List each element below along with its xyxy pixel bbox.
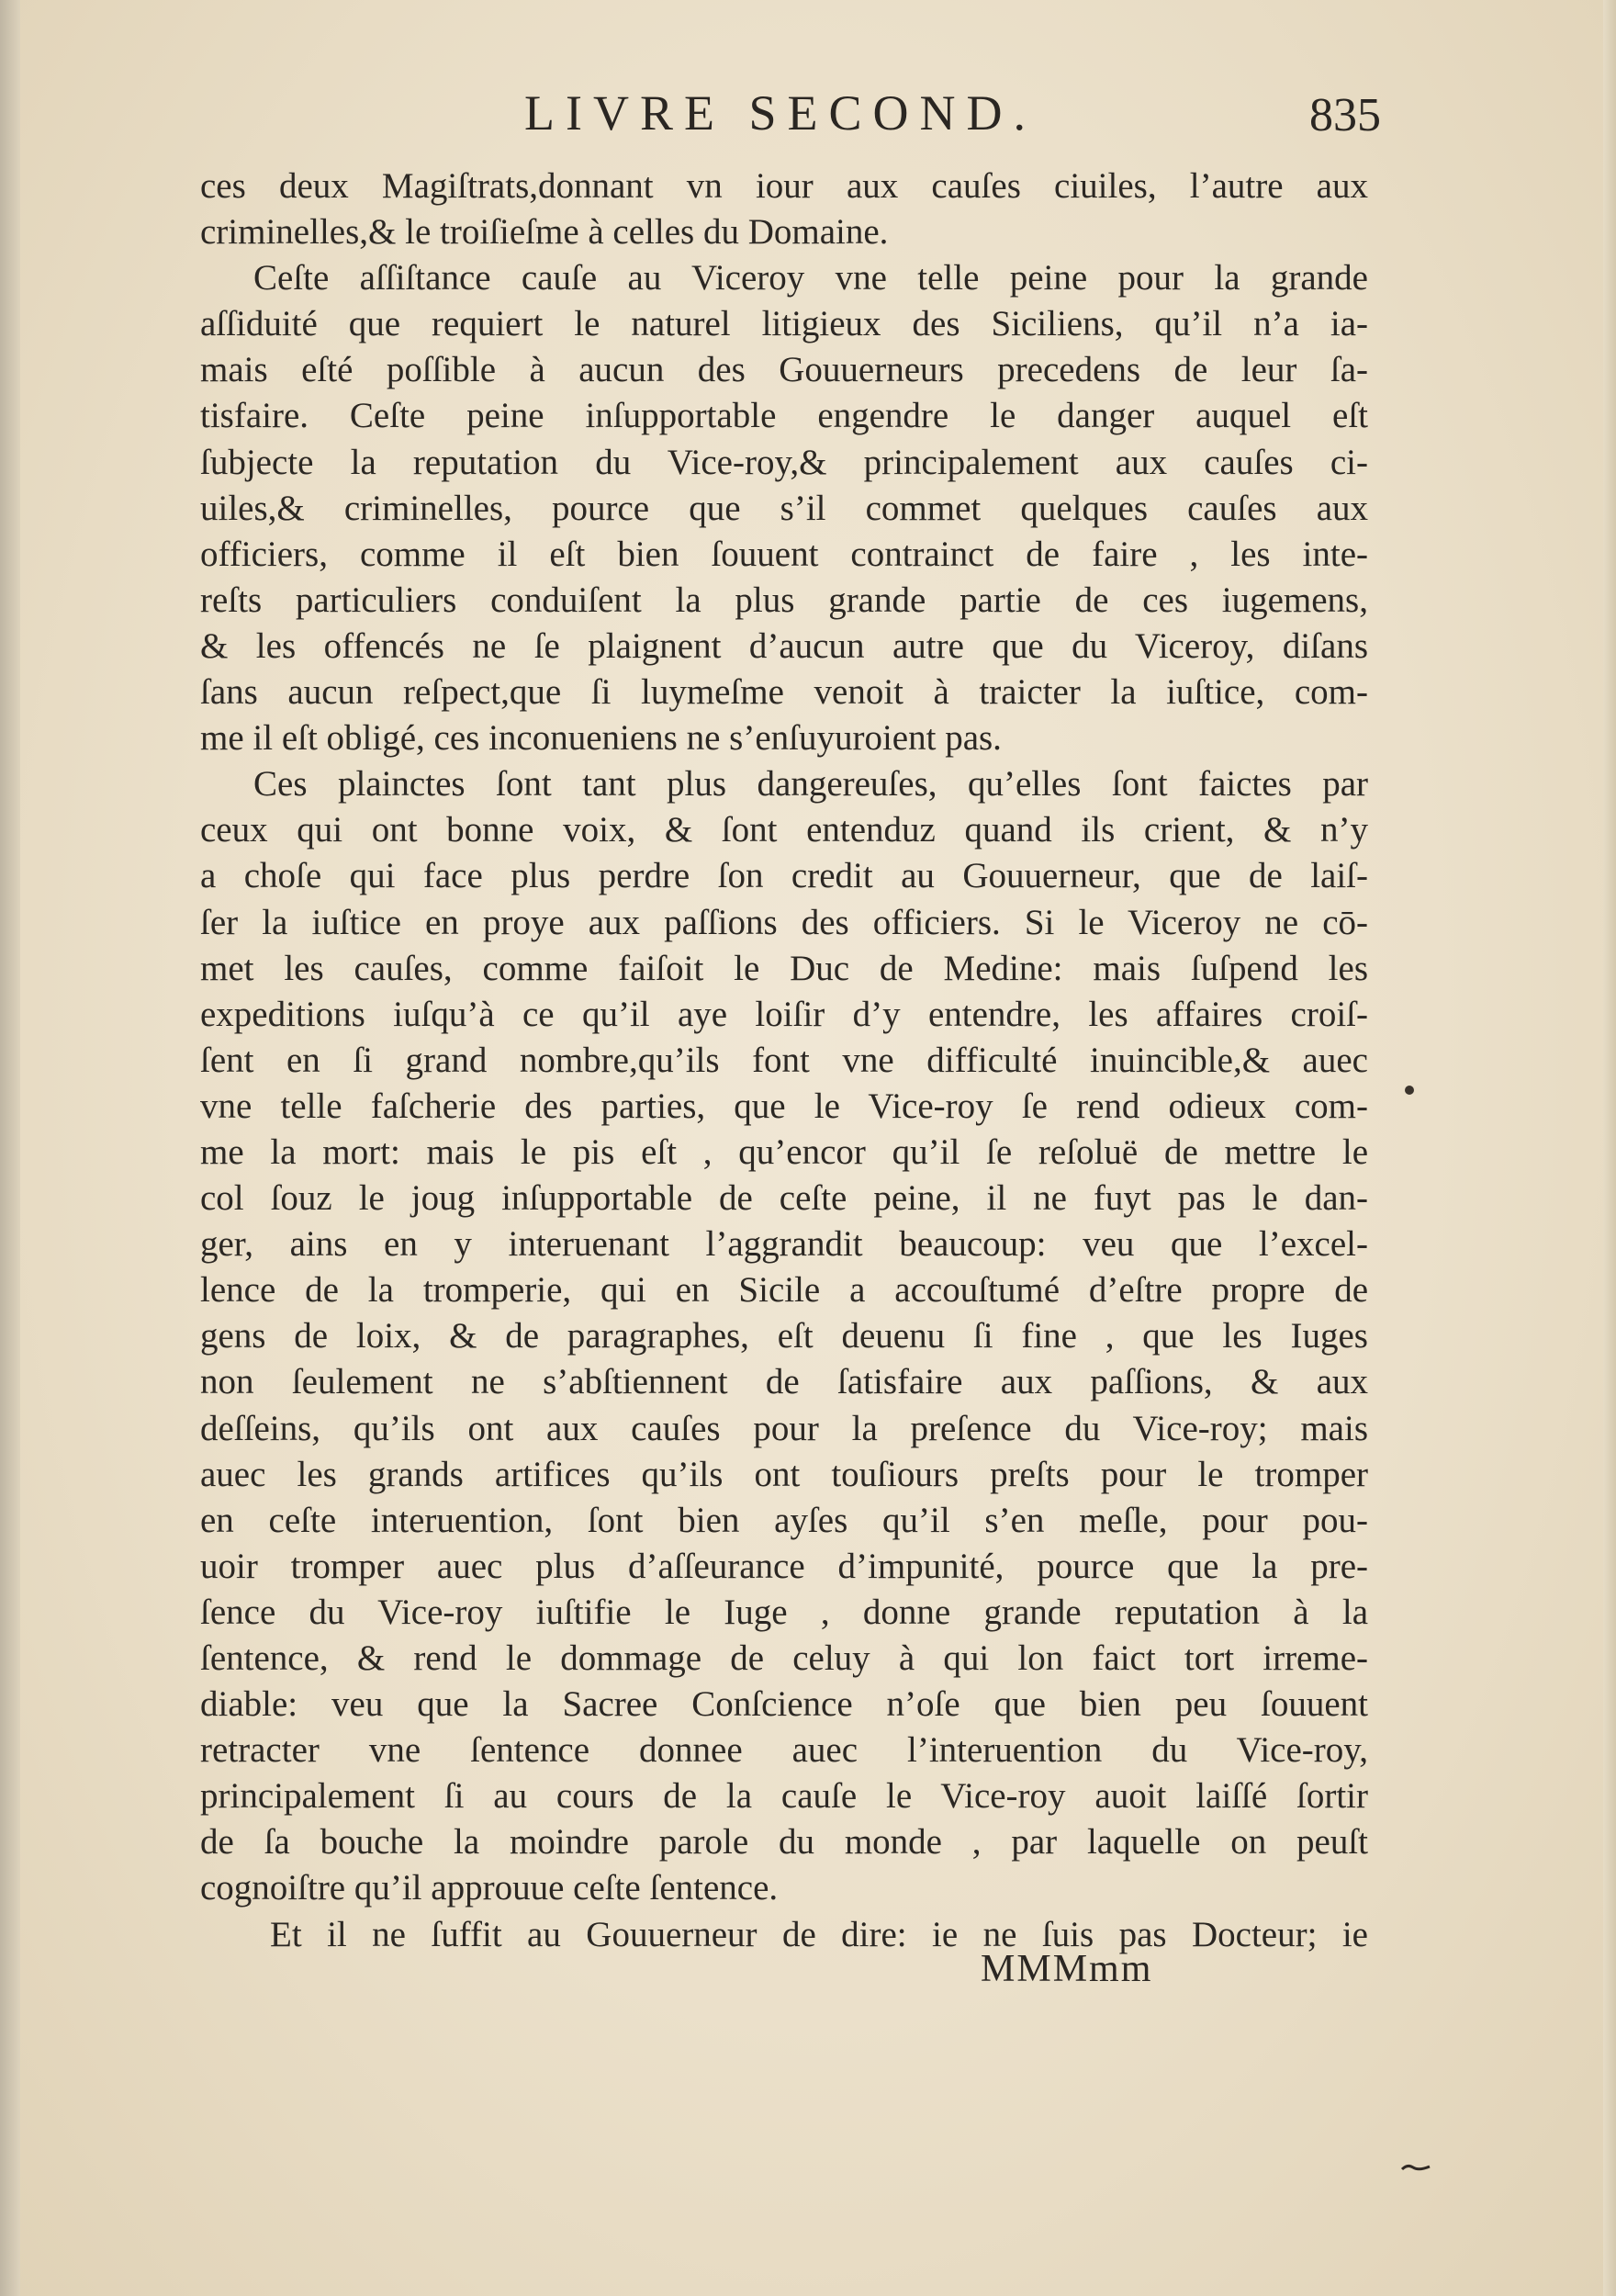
text-line: ſer la iuſtice en proye aux paſſions des officiers. Si le Viceroy ne cō- [200, 902, 1368, 942]
text-line: me il eſt obligé, ces inconueniens ne s’enſuyuroient pas. [200, 718, 1002, 759]
page-gutter-shadow [0, 0, 20, 2296]
text-line: mais eſté poſſible à aucun des Gouuerneurs precedens de leur ſa- [200, 350, 1368, 390]
ink-speck [1405, 1086, 1414, 1095]
running-head: LIVRE SECOND. [524, 85, 1037, 141]
text-line: gens de loix, & de paragraphes, eſt deuenu ſi fine , que les Iuges [200, 1316, 1368, 1356]
text-line: Et il ne ſuffit au Gouuerneur de dire: ie ne ſuis pas Docteur; ie [270, 1914, 1368, 1954]
text-line: ſans aucun reſpect,que ſi luymeſme venoit à traicter la iuſtice, com- [200, 672, 1368, 713]
text-line: retracter vne ſentence donnee auec l’interuention du Vice-roy, [200, 1730, 1368, 1771]
text-line: a choſe qui face plus perdre ſon credit au Gouuerneur, que de laiſ- [200, 856, 1368, 896]
text-line: uoir tromper auec plus d’aſſeurance d’impunité, pource que la pre- [200, 1546, 1368, 1586]
text-line: expeditions iuſqu’à ce qu’il aye loiſir d’y entendre, les affaires croiſ- [200, 994, 1368, 1034]
text-line: criminelles,& le troiſieſme à celles du Domaine. [200, 212, 889, 253]
text-line: non ſeulement ne s’abſtiennent de ſatisfaire aux paſſions, & aux [200, 1362, 1368, 1402]
text-line: principalement ſi au cours de la cauſe le Vice-roy auoit laiſſé ſortir [200, 1776, 1368, 1817]
text-line: ger, ains en y interuenant l’aggrandit beaucoup: veu que l’excel- [200, 1224, 1368, 1265]
text-line: auec les grands artifices qu’ils ont touſiours preſts pour le tromper [200, 1454, 1368, 1494]
text-line: & les offencés ne ſe plaignent d’aucun autre que du Viceroy, diſans [200, 625, 1368, 666]
page-number: 835 [1309, 89, 1381, 141]
text-line: ſubjecte la reputation du Vice-roy,& principalement aux cauſes ci- [200, 442, 1368, 482]
text-line: deſſeins, qu’ils ont aux cauſes pour la preſence du Vice-roy; mais [200, 1408, 1368, 1448]
text-line: met les cauſes, comme faiſoit le Duc de Medine: mais ſuſpend les [200, 948, 1368, 988]
text-line: vne telle faſcherie des parties, que le Vice-roy ſe rend odieux com- [200, 1086, 1368, 1126]
text-line: ces deux Magiſtrats,donnant vn iour aux cauſes ciuiles, l’autre aux [200, 166, 1368, 206]
text-line: lence de la tromperie, qui en Sicile a accouſtumé d’eſtre propre de [200, 1270, 1368, 1311]
text-line: uiles,& criminelles, pource que s’il commet quelques cauſes aux [200, 488, 1368, 528]
text-line: reſts particuliers conduiſent la plus grande partie de ces iugemens, [200, 580, 1368, 620]
catchword: MMMmm [981, 1948, 1153, 1990]
text-line: en ceſte interuention, ſont bien ayſes qu’il s’en meſle, pour pou- [200, 1500, 1368, 1540]
text-line: ſent en ſi grand nombre,qu’ils font vne difficulté inuincible,& auec [200, 1040, 1368, 1080]
text-line: Ces plainctes ſont tant plus dangereuſes, qu’elles ſont faictes par [253, 764, 1368, 805]
text-line: col ſouz le joug inſupportable de ceſte peine, il ne fuyt pas le dan- [200, 1178, 1368, 1219]
page-edge [1603, 0, 1616, 2296]
ink-squiggle [1400, 2163, 1431, 2172]
text-line: ſence du Vice-roy iuſtifie le Iuge , donne grande reputation à la [200, 1592, 1368, 1632]
text-line: officiers, comme il eſt bien ſouuent contrainct de faire , les inte- [200, 534, 1368, 574]
body-text [200, 163, 1368, 1958]
text-line: cognoiſtre qu’il approuue ceſte ſentence. [200, 1868, 779, 1908]
text-line: ſentence, & rend le dommage de celuy à qui lon faict tort irreme- [200, 1638, 1368, 1678]
text-line: Ceſte aſſiſtance cauſe au Viceroy vne telle peine pour la grande [253, 258, 1368, 298]
text-line: diable: veu que la Sacree Conſcience n’oſe que bien peu ſouuent [200, 1684, 1368, 1725]
text-line: tisfaire. Ceſte peine inſupportable engendre le danger auquel eſt [200, 396, 1368, 436]
text-line: de ſa bouche la moindre parole du monde , par laquelle on peuſt [200, 1822, 1368, 1863]
text-line: ceux qui ont bonne voix, & ſont entenduz quand ils crient, & n’y [200, 810, 1368, 850]
text-line: aſſiduité que requiert le naturel litigieux des Siciliens, qu’il n’a ia- [200, 304, 1368, 344]
text-line: me la mort: mais le pis eſt , qu’encor qu’il ſe reſoluë de mettre le [200, 1131, 1368, 1172]
